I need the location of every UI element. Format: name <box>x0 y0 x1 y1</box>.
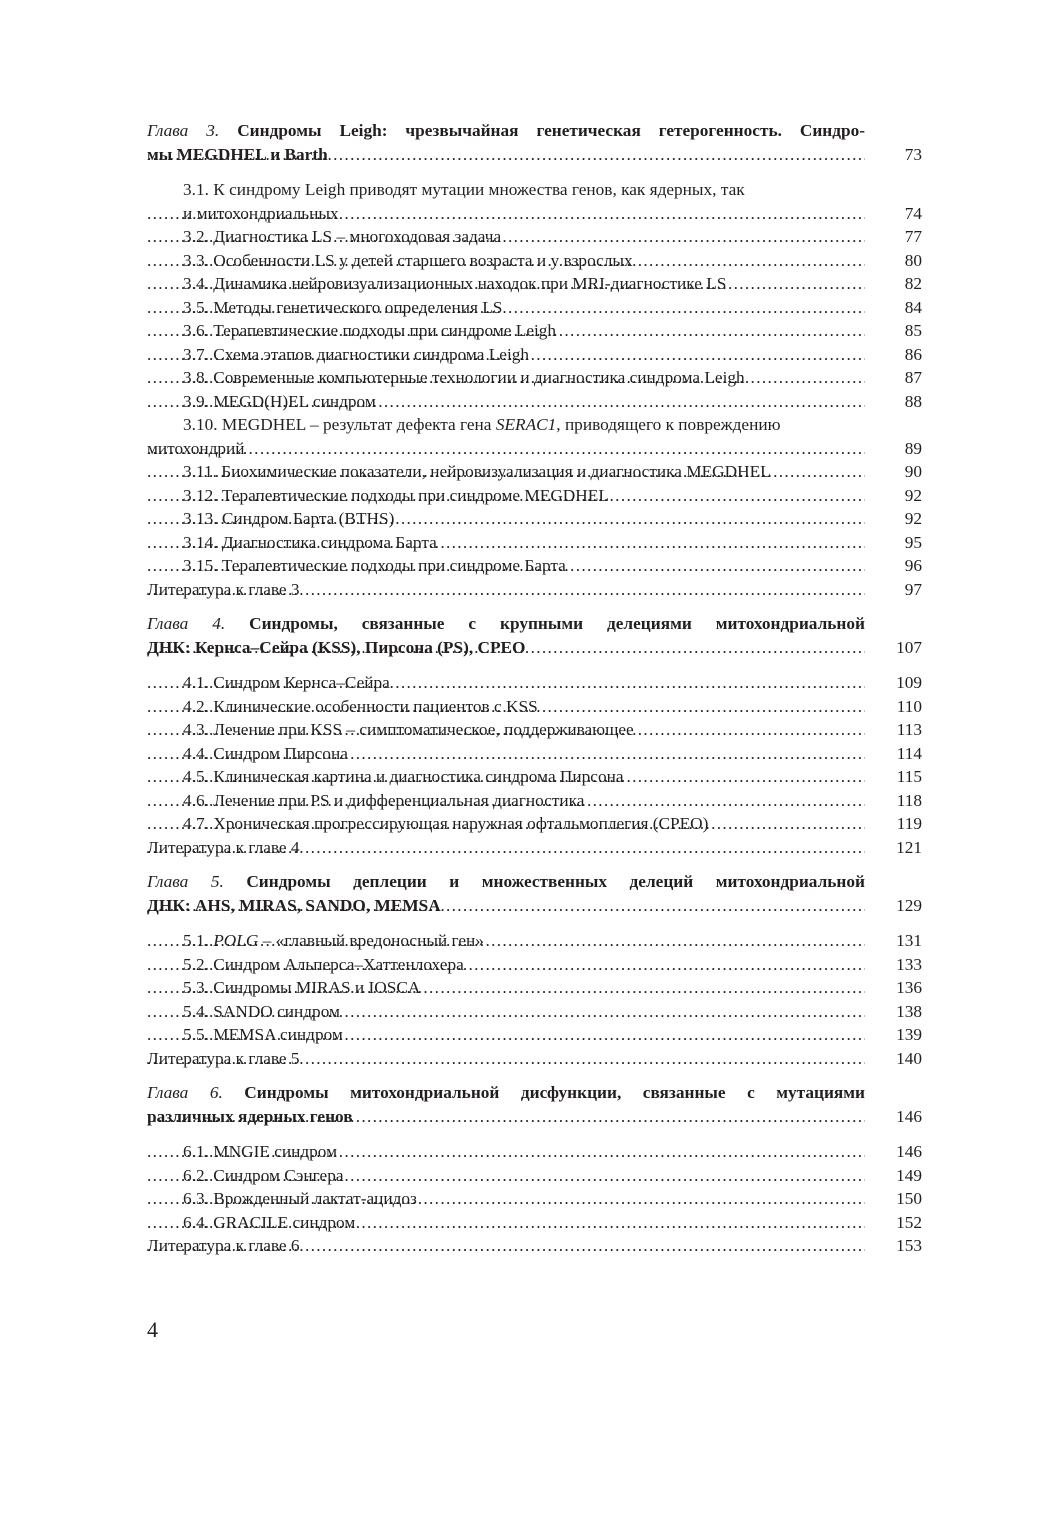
entry-text: 3.8. Современные компьютерные технологии и диагностика синдрома Leigh <box>183 368 748 387</box>
toc-entry-3-8[interactable] <box>147 366 922 390</box>
entry-text: 3.5. Методы генетического определения LS <box>183 298 505 317</box>
toc-entry-5-4[interactable] <box>147 1000 922 1024</box>
toc-entry-3-6[interactable] <box>147 319 922 343</box>
page-ref: 118 <box>896 790 922 810</box>
page-ref: 88 <box>904 391 922 411</box>
entry-text: и митохондриальных <box>183 204 342 223</box>
entry-text: 3.9. MEGD(H)EL синдром <box>183 392 379 411</box>
entry-text: 3.6. Терапевтические подходы при синдроме Leigh <box>183 321 559 340</box>
page-ref: 133 <box>896 954 922 974</box>
page-ref: 82 <box>904 274 922 293</box>
toc-entry-3-7[interactable] <box>147 343 922 367</box>
toc-entry-3-10[interactable] <box>147 413 922 460</box>
entry-text: 6.4. GRACILE синдром <box>183 1213 358 1232</box>
toc-entry-5-5[interactable] <box>147 1023 922 1047</box>
toc-entry-6-3[interactable] <box>147 1187 922 1211</box>
entry-text: 3.3. Особенности LS у детей старшего возраста и у взрослых <box>183 251 636 270</box>
gene-name: SERAC1 <box>495 415 557 434</box>
chapter-title-line1: Синдромы деплеции и множественных делеций митохондриальной <box>246 872 865 891</box>
chapter-label: Глава 4. <box>147 614 226 633</box>
entry-text: Литература к главе 5 <box>147 1049 303 1068</box>
page-ref: 115 <box>896 767 922 786</box>
entry-text: 5.3. Синдромы MIRAS и IOSCA <box>183 978 423 997</box>
chapter-label: Глава 5. <box>147 872 224 891</box>
page-ref: 146 <box>896 1106 922 1126</box>
page-ref: 110 <box>896 696 922 716</box>
entry-text: 4.2. Клинические особенности пациентов с KSS <box>183 697 541 716</box>
toc-entry-literature-3[interactable] <box>147 578 922 602</box>
entry-text: Литература к главе 3 <box>147 580 303 599</box>
page-ref: 131 <box>896 931 922 950</box>
page-ref: 113 <box>896 720 922 739</box>
entry-text: 4.6. Лечение при PS и дифференциальная диагностика <box>183 791 587 810</box>
toc-entry-3-15[interactable] <box>147 554 922 578</box>
toc-entry-3-4[interactable] <box>147 272 922 296</box>
page-ref: 95 <box>904 532 922 552</box>
toc-entry-3-14[interactable] <box>147 531 922 555</box>
chapter-4 <box>147 612 922 859</box>
entry-text: 6.3. Врожденный лактат-ацидоз <box>183 1189 420 1208</box>
page-ref: 152 <box>896 1212 922 1232</box>
toc-entry-literature-5[interactable] <box>147 1047 922 1071</box>
page-ref: 74 <box>904 203 922 223</box>
page-ref: 92 <box>904 509 922 528</box>
chapter-heading[interactable] <box>147 119 922 166</box>
entry-text: 3.15. Терапевтические подходы при синдроме Барта <box>183 556 569 575</box>
entry-text: 3.2. Диагностика LS – многоходовая задача <box>183 227 504 246</box>
chapter-title-line2: ДНК: Кернса–Сейра (KSS), Пирсона (PS), CPEO <box>147 638 528 657</box>
chapter-title-line1: Синдромы, связанные с крупными делециями митохондриальной <box>249 614 865 633</box>
chapter-6 <box>147 1081 922 1258</box>
page-ref: 136 <box>896 978 922 997</box>
page-ref: 146 <box>896 1142 922 1161</box>
chapter-5 <box>147 870 922 1070</box>
toc-entry-4-4[interactable] <box>147 742 922 766</box>
page-ref: 87 <box>904 368 922 387</box>
chapter-heading[interactable] <box>147 1081 922 1128</box>
toc-entry-3-2[interactable] <box>147 225 922 249</box>
chapter-label: Глава 3. <box>147 121 220 140</box>
page-ref: 150 <box>896 1189 922 1208</box>
toc-entry-4-1[interactable] <box>147 671 922 695</box>
page-ref: 73 <box>904 144 922 164</box>
toc-entry-4-6[interactable] <box>147 789 922 813</box>
page-ref: 153 <box>896 1236 922 1255</box>
entry-text: 5.1. POLG – «главный вредоносный ген» <box>183 931 487 950</box>
toc-entry-3-3[interactable] <box>147 249 922 273</box>
entry-text: митохондрий <box>147 439 248 458</box>
entry-text: Литература к главе 6 <box>147 1236 303 1255</box>
page-ref: 139 <box>896 1025 922 1044</box>
toc-entry-4-5[interactable] <box>147 765 922 789</box>
chapter-title-line2: мы MEGDHEL и Barth <box>147 145 331 164</box>
page-ref: 107 <box>896 637 922 657</box>
toc-entry-4-3[interactable] <box>147 718 922 742</box>
page-ref: 84 <box>904 297 922 317</box>
chapter-title-line1: Синдромы Leigh: чрезвычайная генетическая гетерогенность. Синдро- <box>237 121 865 140</box>
toc-entry-4-2[interactable] <box>147 695 922 719</box>
page-ref: 109 <box>896 673 922 692</box>
entry-text: 4.5. Клиническая картина и диагностика синдрома Пирсона <box>183 767 627 786</box>
entry-text: 4.7. Хроническая прогрессирующая наружная офтальмоплегия (CPEO) <box>183 814 711 833</box>
entry-text: 6.2. Синдром Сэнгера <box>183 1166 347 1185</box>
entry-text: 4.3. Лечение при KSS – симптоматическое, поддерживающее <box>183 720 637 739</box>
entry-text: 4.1. Синдром Кернса–Сейра <box>183 673 393 692</box>
toc-entry-6-2[interactable] <box>147 1164 922 1188</box>
toc-entry-4-7[interactable] <box>147 812 922 836</box>
toc-entry-3-13[interactable] <box>147 507 922 531</box>
toc-entry-literature-4[interactable] <box>147 836 922 860</box>
chapter-title-line1: Синдромы митохондриальной дисфункции, связанные с мутациями <box>244 1083 865 1102</box>
toc-entry-literature-6[interactable] <box>147 1234 922 1258</box>
entry-text: 6.1. MNGIE синдром <box>183 1142 340 1161</box>
toc-entry-6-4[interactable] <box>147 1211 922 1235</box>
entry-text: 3.13. Синдром Барта (BTHS) <box>183 509 397 528</box>
page-ref: 119 <box>896 814 922 833</box>
toc-entry-3-5[interactable] <box>147 296 922 320</box>
page-ref: 96 <box>904 556 922 575</box>
entry-lead: 3.1. К синдрому Leigh приводят мутации множества генов, как ядерных, так <box>183 180 745 199</box>
toc-entry-3-1[interactable] <box>147 178 922 225</box>
entry-text: 3.12. Терапевтические подходы при синдроме MEGDHEL <box>183 486 612 505</box>
entry-text: 3.4. Динамика нейровизуализационных находок при MRI-диагностике LS <box>183 274 729 293</box>
entry-text: 4.4. Синдром Пирсона <box>183 744 351 763</box>
entry-text: 3.11. Биохимические показатели, нейровизуализация и диагностика MEGDHEL <box>183 462 774 481</box>
toc-entry-5-1[interactable] <box>147 929 922 953</box>
chapter-label: Глава 6. <box>147 1083 223 1102</box>
page-ref: 97 <box>904 579 922 599</box>
page-ref: 149 <box>896 1165 922 1185</box>
page-ref: 77 <box>904 227 922 246</box>
chapter-title-line2: различных ядерных генов <box>147 1107 356 1126</box>
page-ref: 89 <box>904 438 922 458</box>
page-ref: 114 <box>896 743 922 763</box>
entry-text: 5.2. Синдром Альперса–Хаттенлохера <box>183 955 467 974</box>
page-number: 4 <box>147 1317 158 1342</box>
page-ref: 90 <box>904 462 922 481</box>
page-ref: 86 <box>904 344 922 364</box>
page-ref: 85 <box>904 321 922 340</box>
page-ref: 129 <box>896 895 922 915</box>
entry-text: 5.5. MEMSA синдром <box>183 1025 346 1044</box>
entry-text: 3.14. Диагностика синдрома Барта <box>183 533 440 552</box>
toc-entry-5-3[interactable] <box>147 976 922 1000</box>
entry-text: Литература к главе 4 <box>147 838 303 857</box>
chapter-heading[interactable] <box>147 612 922 659</box>
gene-name: POLG <box>213 931 259 950</box>
entry-lead: 3.10. MEGDHEL – результат дефекта гена SERAC1, приводящего к повреждению <box>183 415 781 434</box>
entry-text: 3.7. Схема этапов диагностики синдрома Leigh <box>183 345 532 364</box>
chapter-heading[interactable] <box>147 870 922 917</box>
page-ref: 140 <box>896 1048 922 1068</box>
page-ref: 80 <box>904 250 922 270</box>
toc-entry-3-12[interactable] <box>147 484 922 508</box>
page-ref: 121 <box>896 837 922 857</box>
table-of-contents <box>147 119 922 1258</box>
chapter-title-line2: ДНК: AHS, MIRAS, SANDO, MEMSA <box>147 896 444 915</box>
toc-entry-3-11[interactable] <box>147 460 922 484</box>
toc-entry-6-1[interactable] <box>147 1140 922 1164</box>
page-ref: 92 <box>904 485 922 505</box>
entry-text: 5.4. SANDO синдром <box>183 1002 343 1021</box>
chapter-3 <box>147 119 922 601</box>
toc-entry-5-2[interactable] <box>147 953 922 977</box>
toc-entry-3-9[interactable] <box>147 390 922 414</box>
page-ref: 138 <box>896 1001 922 1021</box>
